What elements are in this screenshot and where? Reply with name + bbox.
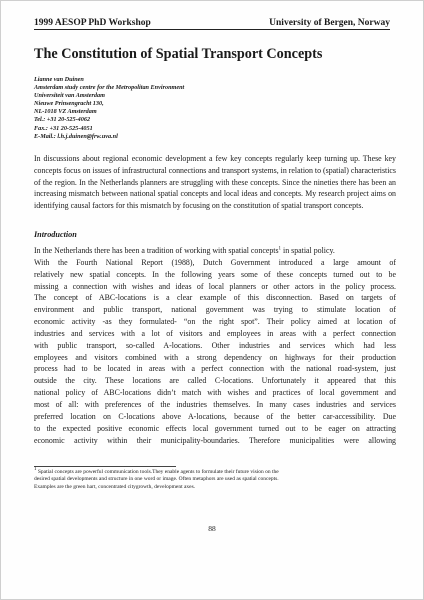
body-line: The concept of ABC-locations is a clear example of this disconnection. Based on targets of [34, 293, 396, 303]
body-line: relatively new spatial concepts. In the following years some of these concepts turned out to be [34, 269, 396, 279]
body-line: With the Fourth National Report (1988), Dutch Government introduced a large amount of [34, 257, 396, 267]
footnote-line: desired spatial developments and structure in one word or image. Often metaphors are used as spatial concepts. [34, 476, 279, 483]
header-university: University of Bergen, Norway [269, 18, 390, 28]
footnote-marker: 1 [34, 467, 37, 473]
body-line: process had to be located in areas with a perfect connection with the national road-system, just [34, 364, 396, 374]
body-line: industries and services with a lot of visitors and employees in areas with a perfect connection [34, 328, 396, 338]
header-workshop: 1999 AESOP PhD Workshop [34, 18, 151, 28]
body-line: environment and public transport, national government was trying to stimulate location of [34, 305, 396, 315]
author-block [34, 76, 184, 141]
body-line: economic activity -as they formulated- “on the right spot”. Their policy aimed at location of [34, 317, 396, 327]
paper-title: The Constitution of Spatial Transport Concepts [34, 46, 323, 62]
author-email: E-Mail.: l.h.j.duinen@frw.uva.nl [34, 132, 118, 140]
footnote-line: Examples are the green hart, concentrated citygrowth, development axes. [34, 483, 196, 490]
author-name: Lianne van Duinen [34, 76, 84, 83]
author-street: Nieuwe Prinsengracht 130, [34, 100, 104, 108]
body-line: employees and visitors combined with a strong dependency on highways for their production [34, 352, 396, 362]
author-postal: NL-1018 VZ Amsterdam [34, 108, 97, 116]
body-line: outside the city. These locations are called C-locations. Unfortunately it appeared that this [34, 376, 396, 386]
author-tel: Tel.: +31 20-525-4062 [34, 116, 91, 124]
body-line: In the Netherlands there has been a tradition of working with spatial concepts$^1$ in spatial policy. [34, 246, 335, 255]
footnote-ref: 1 [278, 246, 282, 252]
body-line: preferred location on C-locations above A-locations, because of the better car-accessibility. Due [34, 411, 396, 421]
author-university: Universiteit van Amsterdam [34, 92, 105, 100]
section-heading: Introduction [34, 230, 77, 239]
body-line: most of all: with preferences of the industries themselves. In many cases industries and services [34, 399, 396, 409]
body-line: with public transport, so-called A-locations. Other industries and services which had less [34, 340, 396, 350]
body-line: to the expected positive economic effects local government turned out to be eager on attracting [34, 423, 396, 433]
body-paragraph [34, 245, 396, 446]
author-fax: Fax.: +31 20-525-4051 [34, 124, 93, 132]
body-line: missing a connection with wishes and ideas of local planners or other actors in the policy process. [34, 281, 396, 291]
footnote-divider [34, 466, 176, 467]
footnote-line: $^1$ Spatial concepts are powerful communication tools.They enable agents to formulate their future vision on the [34, 467, 279, 475]
page-number: 88 [208, 524, 216, 533]
author-affiliation: Amsterdam study centre for the Metropolitan Environment [34, 84, 185, 92]
body-line: national policy of ABC-locations didn’t match with wishes and practices of local government and [34, 388, 396, 398]
running-header [34, 18, 390, 30]
footnote [34, 469, 396, 491]
body-line: economic activity within their municipality-boundaries. Therefore municipalities were allowing [34, 435, 396, 445]
abstract-paragraph: In discussions about regional economic development a few key concepts regularly keep turning up. These key concepts focus on issues of infrastructural connections and transport systems, in relation to (spatial) characteristics of the region. In the Netherlands planners are struggling with these concepts. Since the nineties there has been an increasing mismatch between national spatial concepts and local ideas and concepts. My research project aims on identifying causal factors for this mismatch by focusing on the constitution of spatial transport concepts. [34, 154, 396, 211]
